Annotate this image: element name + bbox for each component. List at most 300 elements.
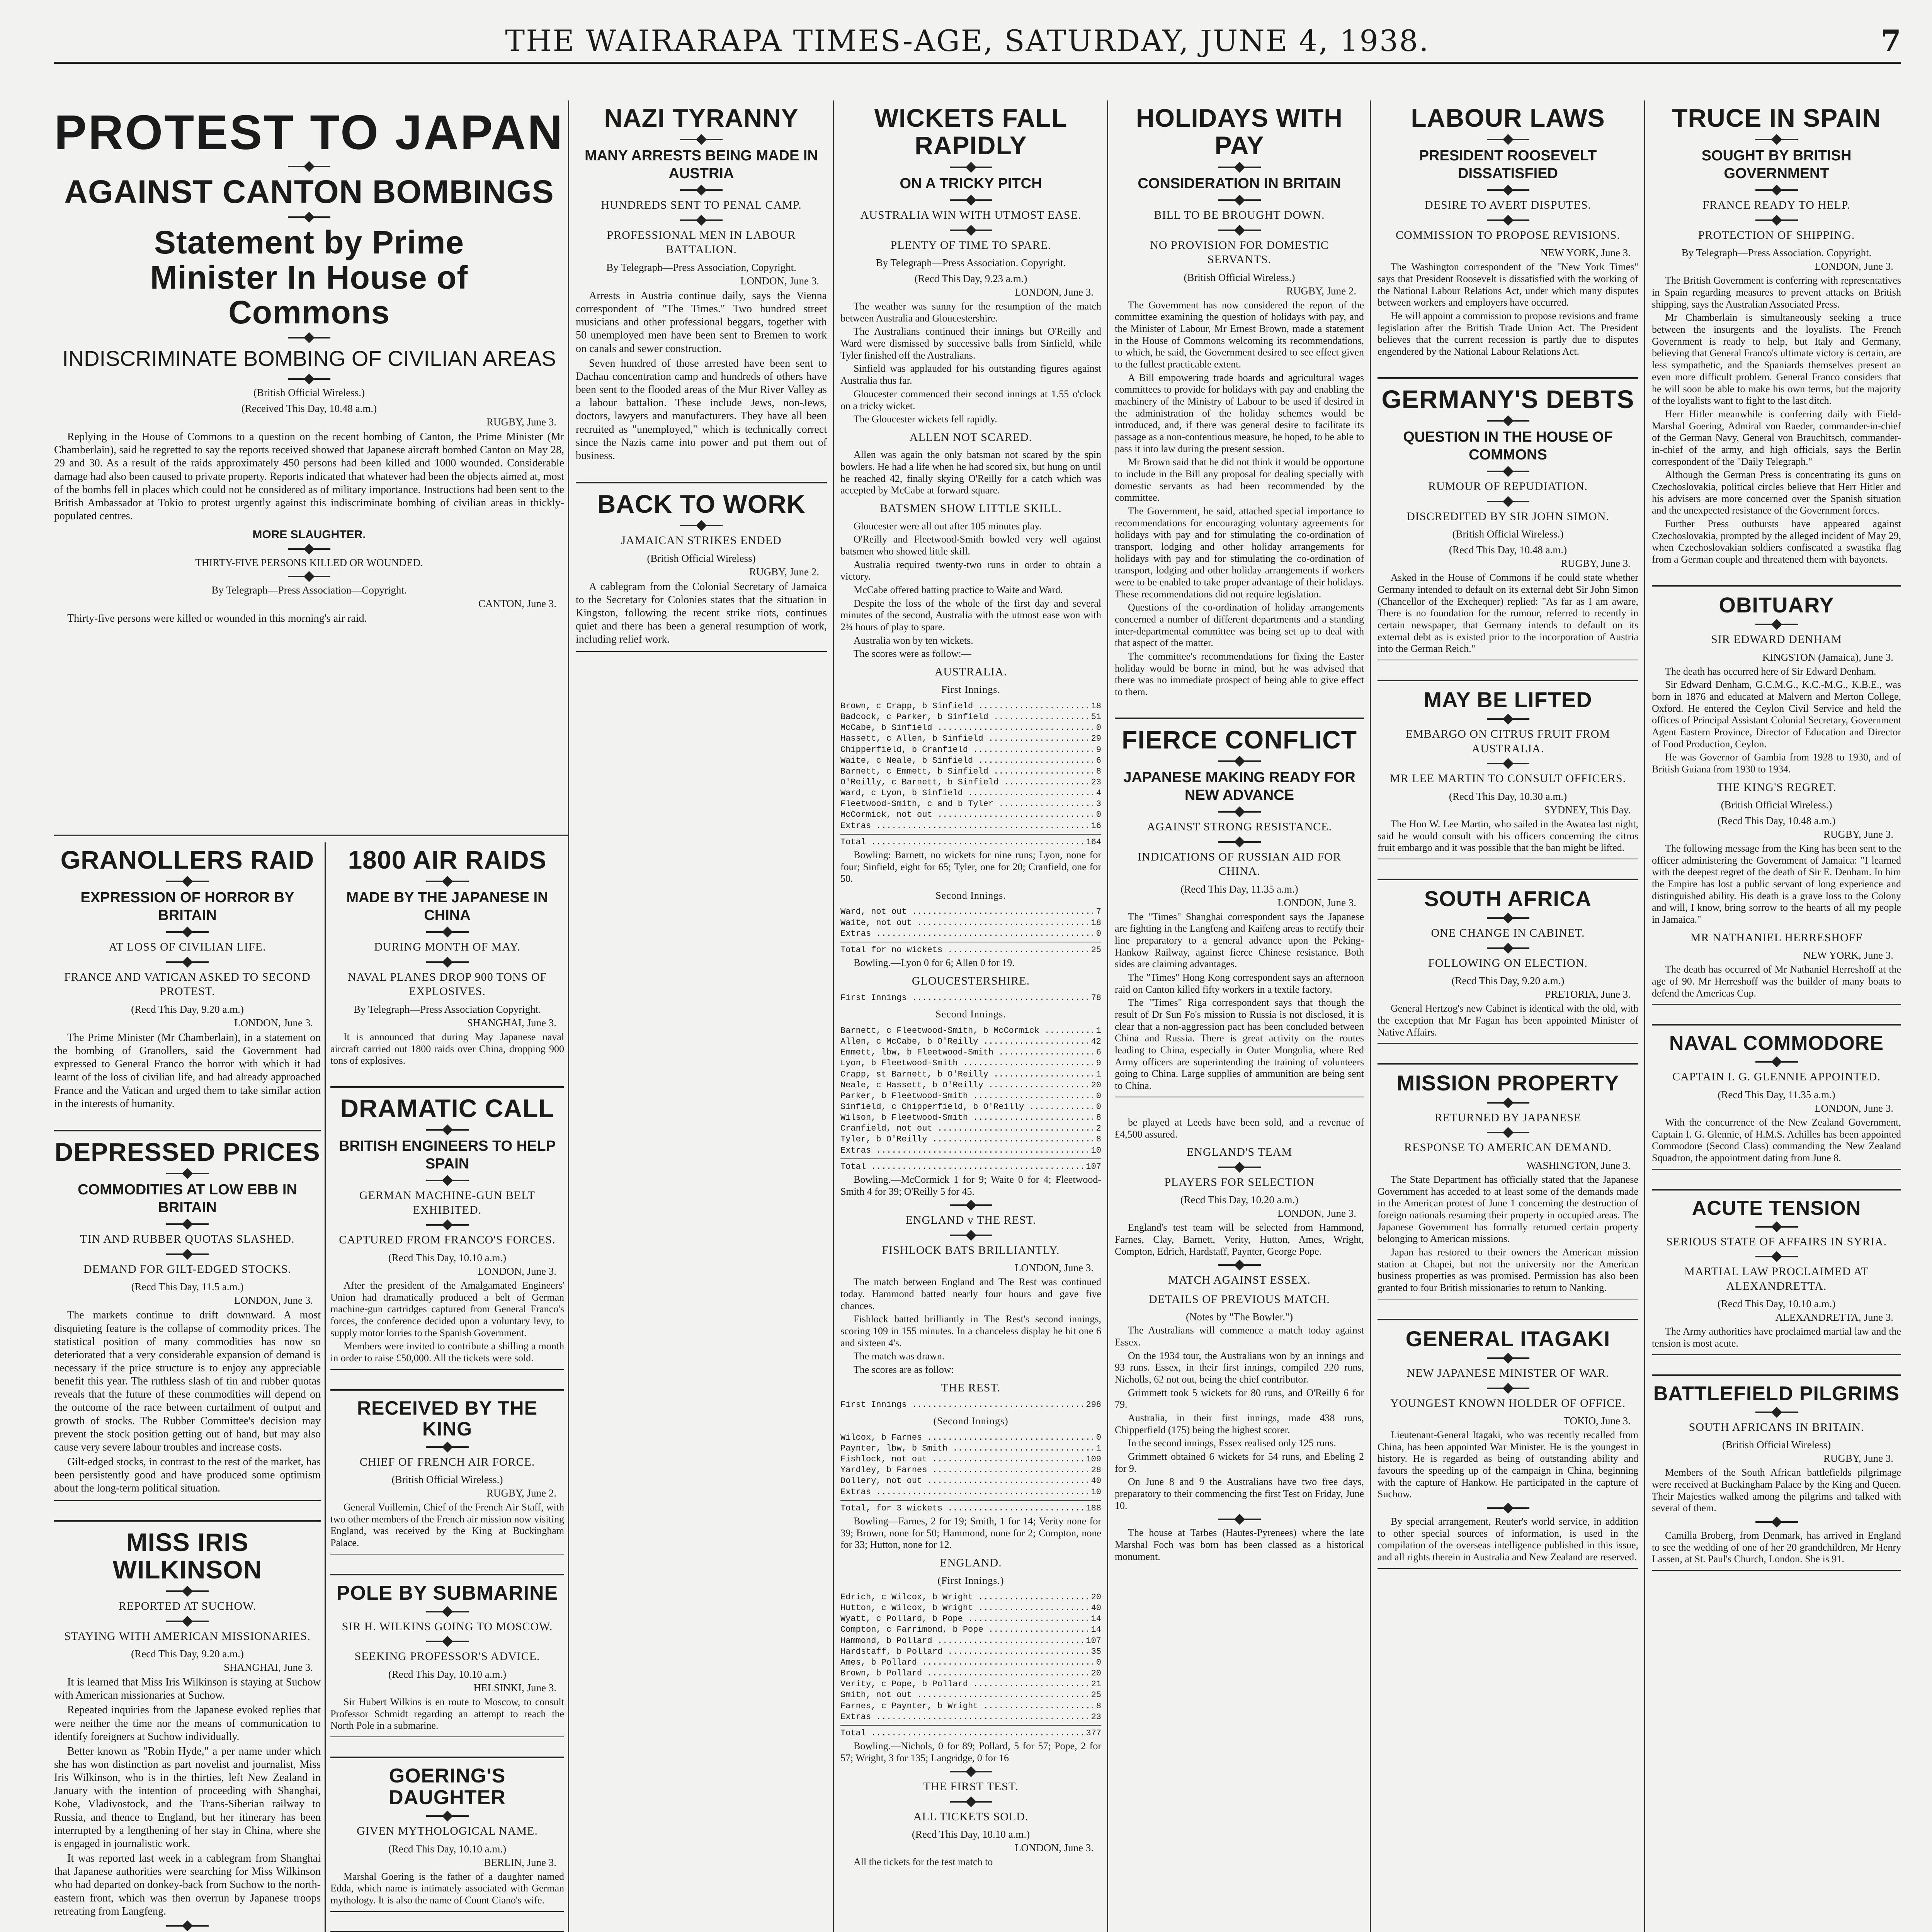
- subheadline: EXPRESSION OF HORROR BY BRITAIN: [80, 889, 294, 923]
- notes-line: (Notes by "The Bowler."): [1186, 1311, 1293, 1323]
- section-head: DETAILS OF PREVIOUS MATCH.: [1149, 1293, 1330, 1306]
- received-line: (Recd This Day, 10.48 a.m.): [1449, 544, 1567, 556]
- article-body: The Washington correspondent of the "New York Times" says that President Roosevelt is dissatisfied with the working of the National Labour Relations Act, under which many disputes between workers and employers have occurred.: [1378, 261, 1638, 308]
- score-total: [840, 942, 1101, 956]
- runs-value: 1: [1096, 1443, 1101, 1453]
- article-body: The weather was sunny for the resumption of the match between Australia and Gloucestershire.: [840, 301, 1101, 324]
- divider: [1755, 1061, 1798, 1063]
- article-body: Better known as "Robin Hyde," a per name under which she has won distinction as part novelist and journalist, Miss Iris Wilkinson, who is in the thirties, left New Zealand in January with the intention of proceeding with Shanghai, Kobe, Vladivostock, and the Trans-Siberian railway to Russia, and thence to England, but her itinerary has been interrupted by a lengthening of her stay in China, where she is engaged in journalistic work.: [54, 1745, 321, 1850]
- article-body: Sinfield was applauded for his outstanding figures against Australia thus far.: [840, 363, 1101, 386]
- article-dramatic-call: [330, 1086, 564, 1370]
- batsman-entry: Fishlock, not out .....: [840, 1454, 1083, 1465]
- batsman-entry: Wilson, b Fleetwood-Smith .....: [840, 1112, 1093, 1123]
- article-body: The State Department has officially stated that the Japanese Government has acceded to at least some of the demands made in the American protest of June 1 concerning the destruction of foreign nationals resuming their property in occupied areas. The Japanese Government has formally returned certain property belonging to American missions.: [1378, 1173, 1638, 1245]
- score-row: [840, 1487, 1101, 1498]
- credit: By Telegraph—Press Association Copyright.: [353, 1003, 541, 1015]
- article-germanys-debts: [1378, 377, 1638, 660]
- article-body: Fishlock batted brilliantly in The Rest's second innings, scoring 109 in 155 minutes. In a chanceless display he hit one 6 and sixteen 4's.: [840, 1313, 1101, 1349]
- subheadline: FRANCE AND VATICAN ASKED TO SECOND PROTEST.: [64, 970, 311, 998]
- dateline: NEW YORK, June 3.: [1540, 247, 1631, 259]
- article-body: Allen was again the only batsman not scared by the spin bowlers. He had a life when he had scored six, but hung on until he reached 42, finally skying O'Reilly for a catch which was accepted by McCabe at forward square.: [840, 449, 1101, 496]
- headline: MAY BE LIFTED: [1423, 687, 1592, 712]
- article-naval-commodore: [1652, 1024, 1901, 1169]
- column-rule: [1644, 100, 1645, 1932]
- runs-value: 23: [1091, 777, 1101, 787]
- divider: [950, 230, 992, 231]
- article-body: After the president of the Amalgamated Engineers' Union had dramatically produced a belt of German machine-gun cartridges captured from General Franco's forces, the conference decided upon a voluntary levy, to supply motor lorries to the Spanish Government.: [330, 1279, 564, 1338]
- batsman-entry: McCormick, not out .....: [840, 810, 1093, 820]
- score-row: [840, 1432, 1101, 1443]
- score-row: [840, 1636, 1101, 1646]
- total-label: Total .....: [840, 837, 1083, 848]
- article-body: The Prime Minister (Mr Chamberlain), in a statement on the bombing of Granollers, said the Government had expressed to General Franco the horror with which it had learnt of the loss of civilian life, and had already approached France and the Vatican and urged them to take similar action in the interests of humanity.: [54, 1031, 321, 1110]
- article-mission-property: [1378, 1063, 1638, 1299]
- dateline: WASHINGTON, June 3.: [1526, 1159, 1631, 1171]
- score-row: [840, 1123, 1101, 1134]
- bowling-figures: Bowling: Barnett, no wickets for nine runs; Lyon, none for four; Sinfield, eight for 65; Tyler, one for 20; Cranfield, one for 50.: [840, 849, 1101, 884]
- credit: (British Official Wireless.): [391, 1474, 503, 1486]
- divider: [166, 1173, 209, 1174]
- subheadline: SOUTH AFRICANS IN BRITAIN.: [1689, 1420, 1864, 1434]
- divider: [1487, 189, 1529, 191]
- subheadline: CHIEF OF FRENCH AIR FORCE.: [359, 1455, 535, 1468]
- batsman-entry: Hardstaff, b Pollard .....: [840, 1646, 1088, 1657]
- batsman-entry: Extras .....: [840, 929, 1093, 939]
- batsman-entry: McCabe, b Sinfield .....: [840, 723, 1093, 733]
- divider: [680, 219, 723, 221]
- article-body: Grimmett obtained 6 wickets for 54 runs, and Ebeling 2 for 9.: [1115, 1451, 1364, 1474]
- section-head: MR NATHANIEL HERRESHOFF: [1690, 931, 1863, 944]
- dateline: RUGBY, June 2.: [749, 566, 819, 578]
- dateline: ALEXANDRETTA, June 3.: [1775, 1311, 1893, 1323]
- batsman-entry: Farnes, c Paynter, b Wright .....: [840, 1701, 1093, 1712]
- headline: ACUTE TENSION: [1692, 1197, 1861, 1219]
- divider: [1218, 841, 1261, 843]
- divider: [426, 1129, 469, 1131]
- score-row: [840, 918, 1101, 929]
- score-row: [840, 745, 1101, 755]
- divider: [950, 199, 992, 201]
- article-depressed-prices: [54, 1130, 321, 1501]
- divider: [1487, 763, 1529, 764]
- dateline: PRETORIA, June 3.: [1545, 988, 1631, 1000]
- article-acute-tension: [1652, 1189, 1901, 1355]
- subheadline: NEW JAPANESE MINISTER OF WAR.: [1406, 1367, 1609, 1380]
- dateline: SHANGHAI, June 3.: [224, 1662, 313, 1673]
- dateline: HELSINKI, June 3.: [473, 1682, 556, 1694]
- subheadline: AGAINST STRONG RESISTANCE.: [1147, 820, 1332, 833]
- subheadline: REPORTED AT SUCHOW.: [118, 1600, 257, 1613]
- article-body: Thirty-five persons were killed or wounded in this morning's air raid.: [67, 612, 367, 625]
- subheadline: TIN AND RUBBER QUOTAS SLASHED.: [80, 1233, 295, 1246]
- dateline: KINGSTON (Jamaica), June 3.: [1762, 651, 1893, 663]
- runs-value: 2: [1096, 1124, 1101, 1134]
- article-body: Arrests in Austria continue daily, says the Vienna correspondent of "The Times." Two hundred street musicians and other professional beggars, together with 50 unemployed men have been sent to Bremen to work on canals and sewer construction.: [576, 289, 827, 355]
- batsman-entry: Crapp, st Barnett, b O'Reilly .....: [840, 1069, 1093, 1080]
- dateline: RUGBY, June 3.: [1823, 1452, 1893, 1464]
- dateline: LONDON, June 3.: [1815, 1102, 1893, 1114]
- divider: [288, 576, 330, 577]
- divider: [1755, 139, 1798, 140]
- article-body: A cablegram from the Colonial Secretary of Jamaica to the Secretary for Colonies states that the situation in Kingston, following the recent strike riots, continues quiet and there has been a general resumption of work, including relief work.: [576, 580, 827, 646]
- article-body: McCabe offered batting practice to Waite and Ward.: [854, 584, 1063, 595]
- score-row: [840, 1454, 1101, 1465]
- score-row: [840, 1679, 1101, 1690]
- batsman-entry: Barnett, c Emmett, b Sinfield .....: [840, 766, 1093, 777]
- article-body: The following message from the King has been sent to the officer administering the Government of Jamaica: "I learned with the deepest regret of the death of Sir E. Denham. In him the Empire has lost a public servant of long experience and distinguished ability. His death is a grave loss to the Colony and will, I know, bring sorrow to the hearts of all my people in Jamaica.": [1652, 843, 1901, 925]
- headline: BATTLEFIELD PILGRIMS: [1653, 1382, 1900, 1405]
- divider: [1218, 167, 1261, 168]
- section-head: PLAYERS FOR SELECTION: [1164, 1175, 1315, 1189]
- subheadline: FOLLOWING ON ELECTION.: [1428, 956, 1588, 969]
- divider: [426, 1224, 469, 1226]
- total-value: 377: [1086, 1728, 1101, 1738]
- batsman-entry: Tyler, b O'Reilly .....: [840, 1134, 1093, 1145]
- article-holidays-with-pay: [1115, 104, 1364, 698]
- batsman-entry: Extras .....: [840, 1145, 1088, 1156]
- headline: NAVAL COMMODORE: [1669, 1032, 1884, 1055]
- divider: [1218, 811, 1261, 813]
- article-received-by-king: [330, 1389, 564, 1554]
- article-south-africa: [1378, 879, 1638, 1044]
- batsman-entry: Fleetwood-Smith, c and b Tyler .....: [840, 799, 1093, 810]
- scorecard-england: [840, 1592, 1101, 1723]
- dateline: LONDON, June 3.: [234, 1017, 313, 1029]
- subheadline: DEMAND FOR GILT-EDGED STOCKS.: [83, 1262, 291, 1276]
- divider: [950, 1204, 992, 1206]
- score-row: [840, 1080, 1101, 1091]
- article-body: Sir Edward Denham, G.C.M.G., K.C.-M.G., K.B.E., was born in 1876 and educated at Malvern and Merton College, Oxford. He entered the Ceylon Civil Service and held the offices of Principal Assistant Colonial Secretary, Government Agent Eastern Province, Director of Education and Director of Food Production, Ceylon.: [1652, 679, 1901, 750]
- divider: [950, 1801, 992, 1803]
- column-rule: [1107, 100, 1108, 1932]
- divider: [1487, 718, 1529, 720]
- subheadline: HUNDREDS SENT TO PENAL CAMP.: [601, 199, 802, 212]
- received-line: (Recd This Day, 10.30 a.m.): [1449, 790, 1567, 802]
- article-body: On the 1934 tour, the Australians won by an innings and 93 runs. Essex, in their first innings, compiled 220 runs, Nicholls, 62 not out, being the chief contributor.: [1115, 1350, 1364, 1385]
- innings-value: 298: [1086, 1400, 1101, 1410]
- score-row: [840, 906, 1101, 917]
- article-body: Gloucester were all out after 105 minutes play.: [854, 520, 1042, 532]
- divider: [1755, 1521, 1798, 1523]
- divider: [1755, 219, 1798, 221]
- innings-label: First Innings .....: [840, 1400, 1083, 1410]
- divider: [426, 881, 469, 882]
- dateline: CANTON, June 3.: [478, 598, 556, 610]
- dateline: LONDON, June 3.: [1815, 260, 1893, 272]
- article-body: The British Government is conferring with representatives in Spain regarding measures to prevent attacks on British shipping, says the Australian Associated Press.: [1652, 275, 1901, 310]
- batsman-entry: Allen, c McCabe, b O'Reilly .....: [840, 1036, 1088, 1047]
- received-line: (Recd This Day, 10.20 a.m.): [1180, 1194, 1299, 1206]
- headline: MISSION PROPERTY: [1396, 1071, 1619, 1095]
- dateline: LONDON, June 3.: [1015, 1262, 1094, 1274]
- divider: [426, 1611, 469, 1612]
- credit: (British Official Wireless): [1722, 1439, 1831, 1451]
- masthead: [54, 15, 1901, 64]
- article-body: Marshal Goering is the father of a daughter named Edda, which name is intimately associated with German mythology. It is also the name of Count Ciano's wife.: [330, 1871, 564, 1906]
- subheadline: NAVAL PLANES DROP 900 TONS OF EXPLOSIVES.: [347, 970, 547, 998]
- credit: (British Official Wireless.): [1184, 271, 1295, 283]
- article-body: Grimmett took 5 wickets for 80 runs, and O'Reilly 6 for 79.: [1115, 1387, 1364, 1410]
- credit: By Telegraph—Press Association—Copyright.: [211, 584, 407, 596]
- dateline: RUGBY, June 3.: [1560, 558, 1631, 570]
- headline: MISS IRIS WILKINSON: [112, 1527, 262, 1584]
- runs-value: 35: [1091, 1646, 1101, 1656]
- section-sub: THIRTY-FIVE PERSONS KILLED OR WOUNDED.: [195, 557, 423, 569]
- article-body: Gloucester commenced their second innings at 1.55 o'clock on a tricky wicket.: [840, 388, 1101, 412]
- score-row: [840, 1614, 1101, 1624]
- subheadline: MADE BY THE JAPANESE IN CHINA: [346, 889, 548, 923]
- dateline: RUGBY, June 3.: [1823, 828, 1893, 840]
- divider: [680, 525, 723, 526]
- subheadline: SIR H. WILKINS GOING TO MOSCOW.: [342, 1620, 553, 1633]
- article-body: The match was drawn.: [854, 1350, 945, 1362]
- score-row: [840, 1465, 1101, 1476]
- divider: [1487, 219, 1529, 221]
- divider: [680, 139, 723, 140]
- divider: [1218, 1167, 1261, 1168]
- received-line: (Recd This Day, 10.10 a.m.): [388, 1668, 507, 1680]
- batsman-entry: Brown, c Crapp, b Sinfield .....: [840, 701, 1088, 712]
- subheadline: CAPTAIN I. G. GLENNIE APPOINTED.: [1672, 1070, 1881, 1083]
- article-body: Members of the South African battlefields pilgrimage were received at Buckingham Palace by the King and Queen. Their Majesties walked among the pilgrims and talked with several of them.: [1652, 1467, 1901, 1514]
- credit: By Telegraph—Press Association. Copyright.: [876, 257, 1066, 269]
- subheadline: PRESIDENT ROOSEVELT DISSATISFIED: [1419, 148, 1597, 182]
- innings-head: (Second Innings): [933, 1415, 1009, 1427]
- score-row: [840, 755, 1101, 766]
- score-row: [840, 1091, 1101, 1102]
- received-line: (Recd This Day, 10.10 a.m.): [1717, 1298, 1836, 1310]
- total-label: Total .....: [840, 1728, 1083, 1739]
- score-row: [840, 1701, 1101, 1712]
- runs-value: 10: [1091, 1145, 1101, 1155]
- score-row: [840, 1646, 1101, 1657]
- subheadline: COMMISSION TO PROPOSE REVISIONS.: [1395, 228, 1620, 242]
- divider: [288, 548, 330, 550]
- dateline: TOKIO, June 3.: [1563, 1415, 1631, 1427]
- runs-value: 25: [1091, 1690, 1101, 1700]
- article-goerings-daughter: [330, 1757, 564, 1912]
- received-line: (Recd This Day, 10.10 a.m.): [912, 1828, 1030, 1840]
- runs-value: 6: [1096, 1048, 1101, 1058]
- batsman-entry: Wyatt, c Pollard, b Pope .....: [840, 1614, 1088, 1624]
- article-body: Questions of the co-ordination of holiday arrangements concerned a number of different departments and a standing inter-departmental committee was being set up to deal with that aspect of the matter.: [1115, 602, 1364, 649]
- batsman-entry: Parker, b Fleetwood-Smith .....: [840, 1091, 1093, 1102]
- subheadline: PLENTY OF TIME TO SPARE.: [890, 238, 1051, 252]
- bowling-figures: Bowling.—Lyon 0 for 6; Allen 0 for 19.: [854, 957, 1015, 969]
- runs-value: 14: [1091, 1614, 1101, 1624]
- score-row: [840, 799, 1101, 810]
- divider: [1487, 139, 1529, 140]
- scorecard-rest: [840, 1432, 1101, 1498]
- score-row: [840, 1690, 1101, 1701]
- subheadline: GIVEN MYTHOLOGICAL NAME.: [357, 1825, 538, 1838]
- batsman-entry: Hammond, b Pollard .....: [840, 1636, 1083, 1646]
- headline: DRAMATIC CALL: [340, 1094, 554, 1122]
- subheadline: MANY ARRESTS BEING MADE IN AUSTRIA: [585, 148, 818, 182]
- article-may-be-lifted: [1378, 680, 1638, 859]
- scorecard-australia-second: [840, 906, 1101, 939]
- batsman-entry: Ward, c Lyon, b Sinfield .....: [840, 788, 1093, 799]
- column-1b: [330, 842, 564, 1932]
- dateline: LONDON, June 3.: [740, 275, 819, 287]
- runs-value: 16: [1091, 821, 1101, 831]
- score-row: [840, 733, 1101, 744]
- article-battlefield-pilgrims: [1652, 1374, 1901, 1571]
- batsman-entry: Verity, c Pope, b Pollard .....: [840, 1679, 1088, 1690]
- divider: [1487, 471, 1529, 472]
- column-4: [1115, 100, 1364, 1932]
- received-line: (Recd This Day, 11.35 a.m.): [1180, 883, 1298, 895]
- article-body: The markets continue to drift downward. A most disquieting feature is the collapse of commodity prices. The statistical position of many commodities has now so deteriorated that a very considerable expansion of demand is necessary if the price structure is to enjoy any appreciable benefit this year. The ruthless slash of tin and rubber quotas reveals that the future of these commodities will depend on the outcome of the race between curtailment of output and growth of stocks. The Rubber Committee's decision may prevent the stock position getting out of hand, but may also cause very severe labour troubles and increase costs.: [54, 1309, 321, 1453]
- received-line: (Recd This Day, 9.20 a.m.): [1451, 975, 1565, 987]
- innings-head: (First Innings.): [937, 1575, 1004, 1587]
- article-body: Members were invited to contribute a shilling a month in order to raise £50,000. All the tickets were sold.: [330, 1340, 564, 1364]
- subheadline: DURING MONTH OF MAY.: [374, 940, 520, 954]
- batsman-entry: Neale, c Hassett, b O'Reilly .....: [840, 1080, 1088, 1091]
- divider: [1218, 1264, 1261, 1266]
- total-label: Total, for 3 wickets .....: [840, 1503, 1083, 1514]
- runs-value: 18: [1091, 701, 1101, 711]
- article-body: It is announced that during May Japanese naval aircraft carried out 1800 raids over China, dropping 900 tons of explosives.: [330, 1031, 564, 1066]
- batsman-entry: Hutton, c Wilcox, b Wright .....: [840, 1603, 1088, 1614]
- runs-value: 42: [1091, 1037, 1101, 1047]
- runs-value: 0: [1096, 810, 1101, 820]
- column-1a: [54, 842, 321, 1932]
- score-row: [840, 1592, 1101, 1603]
- dateline: SYDNEY, This Day.: [1544, 804, 1631, 816]
- divider: [166, 1621, 209, 1622]
- article-body: The Australians will commence a match today against Essex.: [1115, 1325, 1364, 1348]
- article-body: Australia won by ten wickets.: [854, 634, 973, 646]
- subheadline: GERMAN MACHINE-GUN BELT EXHIBITED.: [359, 1189, 536, 1216]
- article-body: It is learned that Miss Iris Wilkinson is staying at Suchow with American missionaries at Suchow.: [54, 1676, 321, 1702]
- column-5: [1378, 100, 1638, 1932]
- divider: [426, 1180, 469, 1181]
- total-value: 164: [1086, 837, 1101, 847]
- headline: TRUCE IN SPAIN: [1672, 104, 1881, 132]
- article-body: Gilt-edged stocks, in contrast to the rest of the market, has been persistently good and have produced some optimism about the long-term political situation.: [54, 1456, 321, 1495]
- runs-value: 9: [1096, 1058, 1101, 1068]
- runs-value: 9: [1096, 745, 1101, 755]
- article-other-col2: [576, 482, 827, 652]
- section-head: THE KING'S REGRET.: [1716, 781, 1837, 794]
- subheadline: DESIRE TO AVERT DISPUTES.: [1424, 199, 1592, 212]
- headline: GRANOLLERS RAID: [60, 845, 315, 874]
- article-body: He was Governor of Gambia from 1928 to 1930, and of British Guiana from 1930 to 1934.: [1652, 752, 1901, 775]
- article-body: Japan has restored to their owners the American mission station at Chapei, but not the university nor the American business properties as was promised. Permission has also been granted to four British missionaries to return to Nanking.: [1378, 1246, 1638, 1293]
- headline: OBITUARY: [1719, 592, 1834, 617]
- score-row: [840, 1047, 1101, 1058]
- column-3: [840, 100, 1101, 1932]
- runs-value: 1: [1096, 1069, 1101, 1079]
- divider: [1487, 1102, 1529, 1104]
- subheadline: ON A TRICKY PITCH: [900, 175, 1042, 192]
- score-row: [840, 1026, 1101, 1036]
- divider: [166, 961, 209, 963]
- article-body: The Government has now considered the report of the committee examining the question of holidays with pay, and the Minister of Labour, Mr Ernest Brown, made a statement in the House of Commons welcoming its recommendations, to which, he said, the Government desired to see effect given to the fullest practicable extent.: [1115, 299, 1364, 370]
- article-fierce-conflict: [1115, 718, 1364, 1097]
- dateline: LONDON, June 3.: [1277, 1208, 1356, 1219]
- dateline: LONDON, June 3.: [234, 1294, 313, 1306]
- batsman-entry: Paynter, lbw, b Smith .....: [840, 1443, 1093, 1454]
- headline: PROTEST TO JAPAN: [54, 105, 564, 160]
- divider: [1755, 189, 1798, 191]
- runs-value: 23: [1091, 1712, 1101, 1722]
- article-body: Asked in the House of Commons if he could state whether Germany intended to default on its external debt Sir John Simon (Chancellor of the Exchequer) replied: "As far as I am aware, There is no foundation for the rumour, referred to recently in certain newspaper, that Germany intends to default on its external debt as is existed prior to the incorporation of Austria into the German Reich.": [1378, 572, 1638, 655]
- article-body: The committee's recommendations for fixing the Easter holiday would be borne in mind, but he was advised that there was no immediate prospect of being able to give effect to them.: [1115, 651, 1364, 698]
- batsman-entry: Extras .....: [840, 821, 1088, 832]
- runs-value: 0: [1096, 929, 1101, 939]
- batsman-entry: O'Reilly, c Barnett, b Sinfield .....: [840, 777, 1088, 788]
- scorecard-gloucester: [840, 1026, 1101, 1156]
- article-body: Australia, in their first innings, made 438 runs, Chipperfield (175) being the highest scorer.: [1115, 1412, 1364, 1435]
- divider: [1755, 1226, 1798, 1228]
- divider: [426, 1641, 469, 1642]
- dateline: SHANGHAI, June 3.: [467, 1017, 556, 1029]
- divider: [950, 167, 992, 168]
- received-line: (Recd This Day, 10.10 a.m.): [388, 1252, 507, 1264]
- bowling-figures: Bowling.—McCormick 1 for 9; Waite 0 for 4; Fleetwood-Smith 4 for 39; O'Reilly 5 for 45.: [840, 1173, 1101, 1197]
- score-row: [840, 1476, 1101, 1486]
- article-body: On June 8 and 9 the Australians have two free days, preparatory to their commencing the first Test on Friday, June 10.: [1115, 1476, 1364, 1511]
- received-line: (Recd This Day, 9.23 a.m.): [914, 273, 1027, 285]
- subheadline: INDICATIONS OF RUSSIAN AID FOR CHINA.: [1138, 850, 1341, 878]
- article-labour-laws: [1378, 104, 1638, 358]
- article-body: Herr Hitler meanwhile is conferring daily with Field-Marshal Goering, Admiral von Raeder, commander-in-chief of the German Navy, General von Brauchitsch, commander-in-chief of the army, and high officials, says the Berlin correspondent of the "Daily Telegraph.": [1652, 408, 1901, 467]
- subheadline: RETURNED BY JAPANESE: [1434, 1111, 1582, 1124]
- received-line: (Received This Day, 10.48 a.m.): [241, 403, 377, 415]
- section-head: MORE SLAUGHTER.: [252, 528, 366, 541]
- bowling-figures: Bowling.—Nichols, 0 for 89; Pollard, 5 for 57; Pope, 2 for 57; Wright, 3 for 135; Langridge, 0 for 16: [840, 1740, 1101, 1764]
- runs-value: 4: [1096, 788, 1101, 798]
- dateline: RUGBY, June 2.: [1286, 285, 1356, 297]
- article-body: Australia required twenty-two runs in order to obtain a victory.: [840, 559, 1101, 582]
- headline: GERMANY'S DEBTS: [1381, 384, 1634, 413]
- divider: [288, 378, 330, 380]
- runs-value: 6: [1096, 755, 1101, 765]
- divider: [1487, 947, 1529, 949]
- section-head: ALL TICKETS SOLD.: [913, 1810, 1029, 1823]
- dateline: RUGBY, June 3.: [486, 416, 556, 428]
- subheadline: INDISCRIMINATE BOMBING OF CIVILIAN AREAS: [62, 346, 556, 371]
- batsman-entry: Dollery, not out .....: [840, 1476, 1088, 1486]
- article-test-continued: [1115, 1117, 1364, 1563]
- section-head: BATSMEN SHOW LITTLE SKILL.: [880, 502, 1062, 515]
- score-row: [840, 1069, 1101, 1080]
- article-body: Seven hundred of those arrested have been sent to Dachau concentration camp and hundreds of others have been sent to the flooded areas of the Mur River Valley as a labour battalion. These include Jews, non-Jews, doctors, lawyers and manufacturers. They have all been recruited as "unemployed," which is technically correct since the Nazis came into power and put them out of business.: [576, 357, 827, 462]
- runs-value: 10: [1091, 1487, 1101, 1497]
- score-row: [840, 1657, 1101, 1668]
- batsman-entry: Yardley, b Farnes .....: [840, 1465, 1088, 1476]
- runs-value: 20: [1091, 1080, 1101, 1090]
- runs-value: 29: [1091, 734, 1101, 744]
- article-body: England's test team will be selected from Hammond, Farnes, Clay, Barnett, Verity, Hutton, Ames, Wright, Compton, Edrich, Hardstaff, Paynter, George Pope.: [1115, 1222, 1364, 1257]
- subheadline: PROFESSIONAL MEN IN LABOUR BATTALION.: [607, 228, 796, 256]
- subheadline: SERIOUS STATE OF AFFAIRS IN SYRIA.: [1666, 1235, 1887, 1248]
- subheadline: CAPTURED FROM FRANCO'S FORCES.: [339, 1233, 556, 1247]
- batsman-entry: Cranfield, not out .....: [840, 1123, 1093, 1134]
- subheadline: RESPONSE TO AMERICAN DEMAND.: [1404, 1141, 1612, 1154]
- divider: [1755, 1256, 1798, 1257]
- score-row: [840, 1036, 1101, 1047]
- divider: [1755, 1412, 1798, 1413]
- score-row: [840, 929, 1101, 939]
- runs-value: 7: [1096, 907, 1101, 917]
- subheadline: QUESTION IN THE HOUSE OF COMMONS: [1403, 429, 1613, 463]
- section-head: THE FIRST TEST.: [923, 1780, 1019, 1793]
- article-body: General Hertzog's new Cabinet is identical with the old, with the exception that Mr Fagan has been appointed Minister of Native Affairs.: [1378, 1003, 1638, 1038]
- article-body: In the second innings, Essex realised only 125 runs.: [1128, 1437, 1336, 1449]
